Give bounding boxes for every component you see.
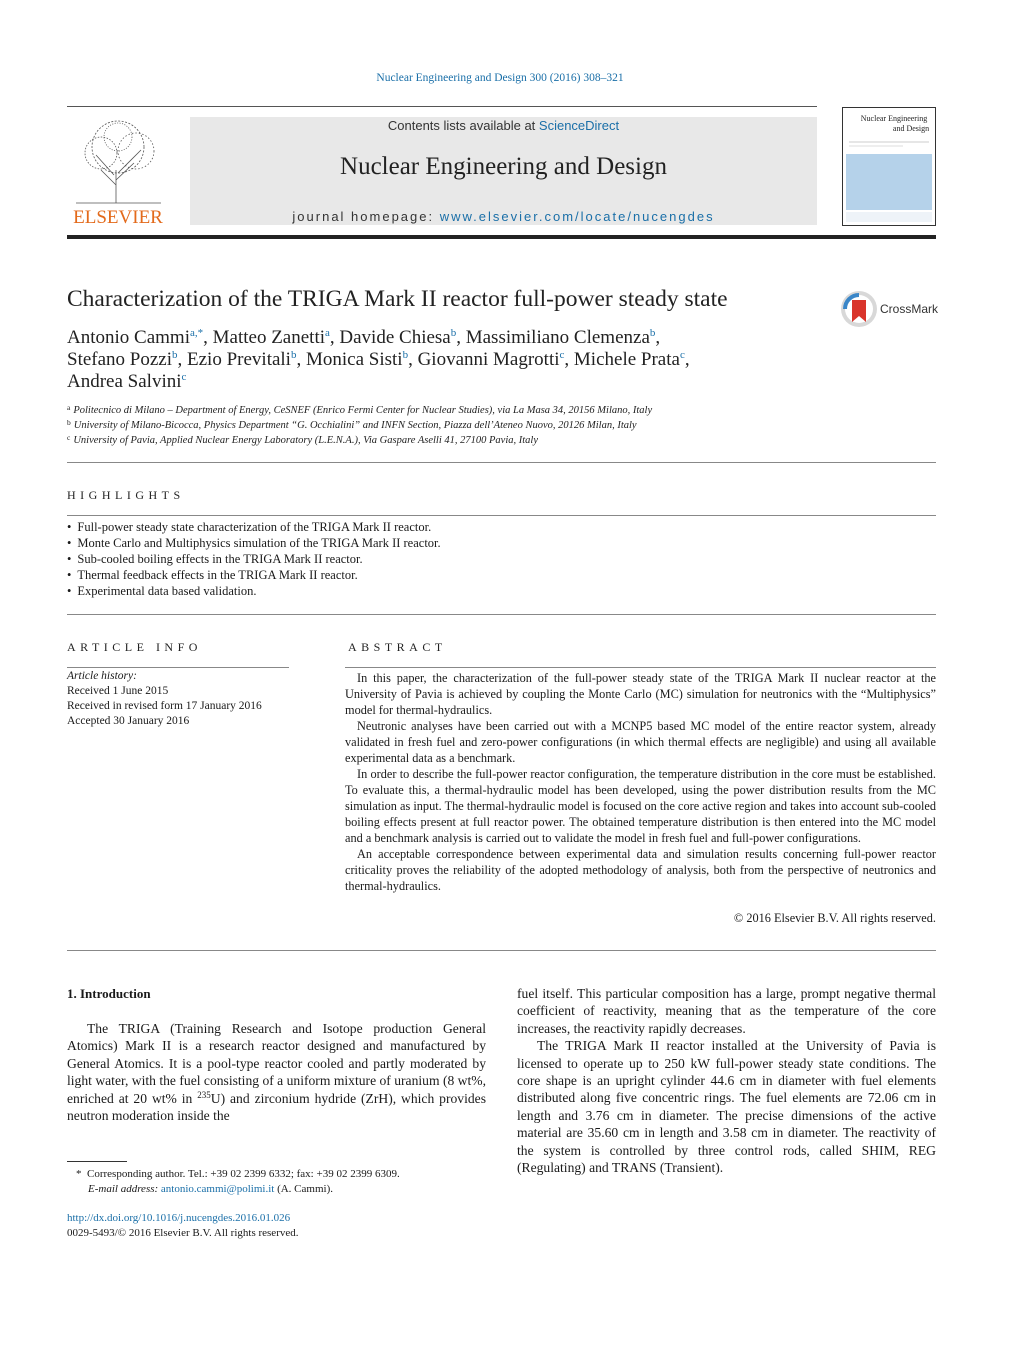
highlight-item: • Monte Carlo and Multiphysics simulation of the TRIGA Mark II reactor.: [67, 535, 927, 551]
author-name[interactable]: Davide Chiesa: [339, 327, 451, 348]
journal-homepage: journal homepage: www.elsevier.com/locate/nucengdes: [292, 209, 715, 224]
header-divider: [67, 106, 817, 107]
affiliation-divider: [67, 462, 936, 463]
abstract-paragraph: An acceptable correspondence between experimental data and simulation results concerning full-power reactor criticality proves the reliability of the adopted methodology of analysis, both from the perspective of neutronics and thermal-hydraulics.: [345, 847, 936, 893]
homepage-link[interactable]: www.elsevier.com/locate/nucengdes: [439, 209, 715, 224]
svg-text:Nuclear Engineering and De: Nuclear Engineering and Design: [860, 114, 930, 133]
author-separator: ,: [684, 349, 690, 370]
affiliation-c: $^c$ University of Pavia, Applied Nuclear Energy Laboratory (L.E.N.A.), Via Gaspare Aselli 41, 27100 Pavia, Italy: [67, 433, 539, 446]
highlights-bottom-rule: [67, 614, 936, 615]
doi-link[interactable]: http://dx.doi.org/10.1016/j.nucengdes.2016.01.026: [67, 1212, 291, 1224]
section-heading-introduction: 1. Introduction: [67, 986, 151, 1001]
highlights-list: [67, 519, 927, 599]
author-separator: ,: [408, 349, 418, 370]
highlights-heading: HIGHLIGHTS: [67, 488, 185, 502]
author-affiliation-marker[interactable]: c: [181, 371, 187, 383]
corresponding-author-marker[interactable]: *: [197, 327, 204, 339]
author-separator: ,: [655, 327, 661, 348]
accepted-date: Accepted 30 January 2016: [67, 715, 190, 727]
author-name[interactable]: Antonio Cammi: [67, 327, 190, 348]
author-name[interactable]: Stefano Pozzi: [67, 349, 173, 370]
highlight-item: • Full-power steady state characterization of the TRIGA Mark II reactor.: [67, 519, 927, 535]
author-separator: ,: [564, 349, 574, 370]
intro-paragraph-1: The TRIGA (Training Research and Isotope production General Atomics) Mark II is a research reactor designed and manufactured by General Atomics. It is a pool-type reactor cooled and partly moderated by light water, with the fuel consisting of a uniform mixture of uranium (8 wt%, enriched at 20 wt% in $^{235}$U) and zirconium hydride (ZrH), which provides neutron moderation inside the: [67, 1021, 486, 1124]
body-column-right: [517, 985, 936, 1176]
highlight-item: • Thermal feedback effects in the TRIGA Mark II reactor.: [67, 567, 927, 583]
intro-paragraph-2: The TRIGA Mark II reactor installed at the University of Pavia is licensed to operate up to 250 kW full-power steady state conditions. The core shape is an upright cylinder 44.6 cm in diameter with fuel elements distributed along five concentric rings. The fuel elements are 72.06 cm in length and 3.76 cm in diameter. The precise dimensions of the active material are 35.60 cm in length and 3.58 cm in diameter. The reactivity of the system is controlled by three control rods, called SHIM, REG (Regulating) and TRANS (Transient).: [517, 1038, 936, 1176]
abstract-paragraph: In this paper, the characterization of the full-power steady state of the TRIGA Mark II nuclear reactor at the University of Pavia is achieved by coupling the Monte Carlo (MC) simulation for neutronics with the “Multiphysics” model for thermal-hydraulics.: [345, 671, 936, 717]
footnote-rule: [67, 1161, 127, 1162]
contents-line: Contents lists available at ScienceDirect: [387, 118, 620, 133]
author-name[interactable]: Ezio Previtali: [187, 349, 291, 370]
author-affiliation-marker[interactable]: b: [649, 327, 656, 339]
corresponding-author-note: * Corresponding author. Tel.: +39 02 2399 6332; fax: +39 02 2399 6309.: [76, 1168, 400, 1180]
author-affiliation-marker[interactable]: b: [402, 349, 409, 361]
author-affiliation-marker[interactable]: c: [679, 349, 685, 361]
elsevier-logo[interactable]: [66, 115, 170, 227]
journal-citation[interactable]: Nuclear Engineering and Design 300 (2016) 308–321: [376, 72, 624, 84]
issn-line: 0029-5493/© 2016 Elsevier B.V. All rights reserved.: [67, 1227, 299, 1239]
journal-name: Nuclear Engineering and Design: [340, 153, 667, 180]
sciencedirect-link[interactable]: ScienceDirect: [538, 118, 620, 133]
svg-text:ELSEVIER: ELSEVIER: [73, 207, 163, 227]
author-name[interactable]: Andrea Salvini: [67, 371, 182, 392]
revised-date: Received in revised form 17 January 2016: [67, 700, 262, 712]
abstract-copyright: © 2016 Elsevier B.V. All rights reserved.: [733, 911, 936, 925]
affiliation-a: $^a$ Politecnico di Milano – Department of Energy, CeSNEF (Enrico Fermi Center for Nuclear Studies), via La Masa 34, 20156 Milano, Italy: [67, 403, 653, 416]
article-title: Characterization of the TRIGA Mark II reactor full-power steady state: [67, 286, 728, 312]
author-separator: ,: [203, 327, 213, 348]
intro-paragraph-1-continued: fuel itself. This particular composition has a large, prompt negative thermal coefficient of reactivity, meaning that as the temperature of the core increases, the reactivity rapidly decreases.: [517, 986, 936, 1036]
author-name[interactable]: Michele Prata: [573, 349, 680, 370]
author-affiliation-marker[interactable]: b: [172, 349, 178, 361]
abstract-paragraph: Neutronic analyses have been carried out with a MCNP5 based MC model of the entire reactor system, already validated in fresh fuel and zero-power configurations (in which thermal effects are negligible) and using all available experimental data as a benchmark.: [345, 719, 936, 765]
author-affiliation-marker[interactable]: a,: [189, 327, 198, 339]
author-name[interactable]: Giovanni Magrotti: [417, 349, 560, 370]
author-affiliation-marker[interactable]: c: [559, 349, 565, 361]
article-info-rule: [67, 667, 289, 668]
highlights-top-rule: [67, 515, 936, 516]
article-history: [67, 669, 307, 729]
author-name[interactable]: Monica Sisti: [305, 349, 403, 370]
doi-block: [67, 1211, 497, 1241]
author-separator: ,: [329, 327, 340, 348]
journal-cover-thumbnail[interactable]: [842, 107, 936, 226]
received-date: Received 1 June 2015: [67, 685, 169, 697]
affiliations: [67, 403, 927, 448]
author-name[interactable]: Matteo Zanetti: [212, 327, 326, 348]
author-affiliation-marker[interactable]: b: [450, 327, 457, 339]
header-thick-rule: [67, 235, 936, 239]
author-separator: ,: [296, 349, 306, 370]
abstract-heading: ABSTRACT: [348, 640, 447, 654]
email-note: E-mail address: antonio.cammi@polimi.it (A. Cammi).: [88, 1183, 333, 1195]
abstract-rule: [345, 667, 936, 668]
author-affiliation-marker[interactable]: b: [290, 349, 297, 361]
article-info-heading: ARTICLE INFO: [67, 640, 202, 654]
footnote: [67, 1167, 497, 1197]
crossmark-badge[interactable]: [840, 290, 940, 330]
author-list: [67, 327, 787, 393]
abstract-paragraph: In order to describe the full-power reactor configuration, the temperature distribution in the core must be established. To evaluate this, a thermal-hydraulic model has been developed, using the power distribution results from the MC simulation as input. The thermal-hydraulic model is focused on the core active region and takes into account sub-cooled boiling effects present at full reactor power. The obtained temperature distribution is then entered into the MC model and a benchmark analysis is carried out to validate the model in fresh fuel and full-power configurations.: [345, 767, 936, 845]
author-separator: ,: [177, 349, 188, 370]
highlight-item: • Sub-cooled boiling effects in the TRIGA Mark II reactor.: [67, 551, 927, 567]
crossmark-label: CrossMark: [880, 302, 939, 316]
abstract-bottom-rule: [67, 950, 936, 951]
crossmark-icon: [840, 290, 880, 330]
affiliation-b: $^b$ University of Milano-Bicocca, Physics Department “G. Occhialini” and INFN Section, Piazza dell’Ateneo Nuovo, 20126 Milan, Italy: [67, 418, 637, 431]
author-separator: ,: [456, 327, 466, 348]
highlight-item: • Experimental data based validation.: [67, 583, 927, 599]
author-affiliation-marker[interactable]: a: [325, 327, 330, 339]
email-link[interactable]: antonio.cammi@polimi.it: [160, 1183, 275, 1195]
abstract-body: [345, 670, 936, 894]
body-column-left: [67, 1020, 486, 1124]
history-label: Article history:: [67, 670, 137, 682]
author-name[interactable]: Massimiliano Clemenza: [465, 327, 650, 348]
